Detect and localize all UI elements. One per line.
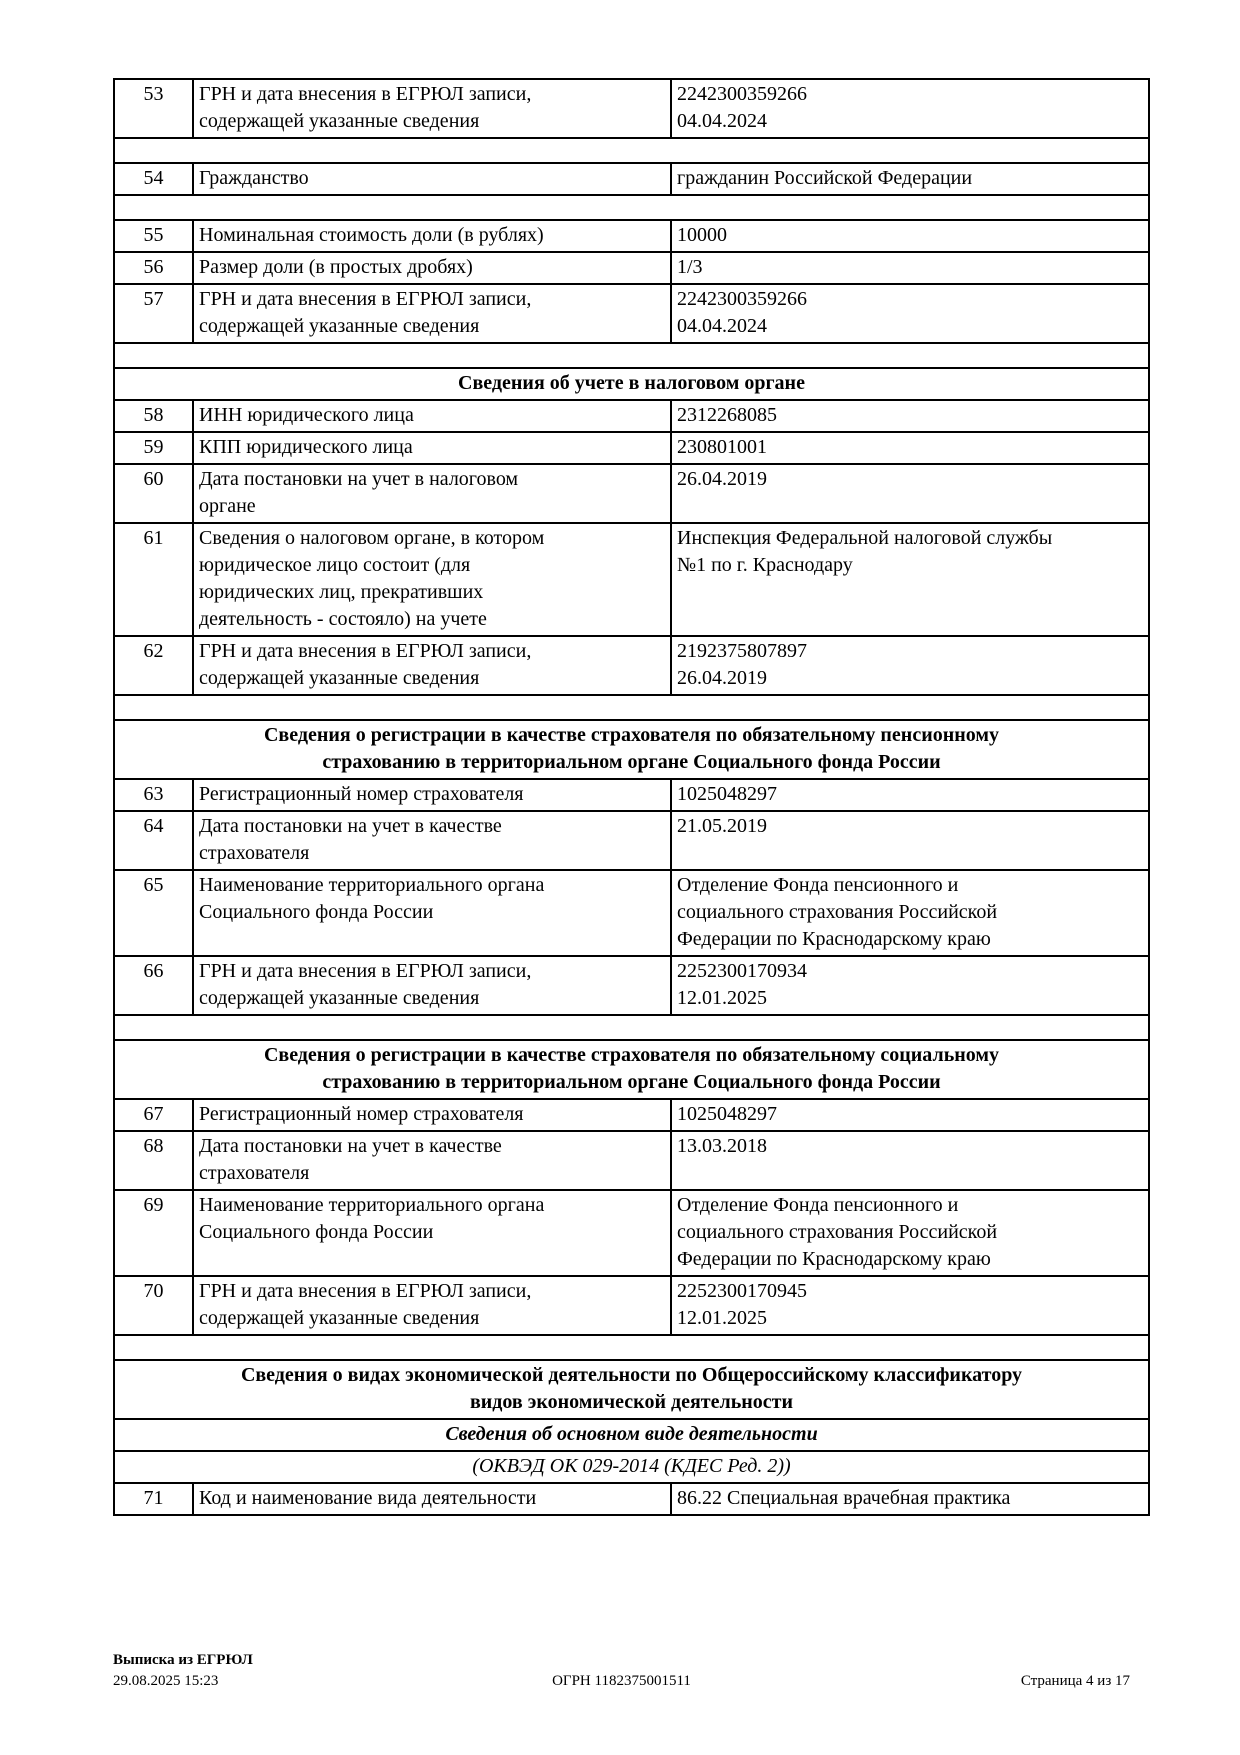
row-label: Дата постановки на учет в налоговом органе [193,464,671,523]
section-header: Сведения о регистрации в качестве страхователя по обязательному пенсионному страхованию в территориальном органе Социального фонда России [114,720,1149,779]
table-row [114,220,1149,252]
row-value: 2242300359266 04.04.2024 [671,79,1149,138]
table-row [114,956,1149,1015]
row-value: 2312268085 [671,400,1149,432]
row-value: 13.03.2018 [671,1131,1149,1190]
row-number: 63 [114,779,193,811]
table-row [114,432,1149,464]
row-number: 67 [114,1099,193,1131]
table-row [114,79,1149,138]
section-header-row [114,1419,1149,1451]
section-header-row [114,1040,1149,1099]
row-label: ГРН и дата внесения в ЕГРЮЛ записи, содержащей указанные сведения [193,1276,671,1335]
spacer-cell [114,343,1149,368]
footer [113,1650,1130,1692]
table-row [114,870,1149,956]
row-number: 66 [114,956,193,1015]
spacer-cell [114,138,1149,163]
spacer-cell [114,195,1149,220]
row-number: 54 [114,163,193,195]
row-number: 59 [114,432,193,464]
row-label: КПП юридического лица [193,432,671,464]
row-value: 2192375807897 26.04.2019 [671,636,1149,695]
spacer-cell [114,1015,1149,1040]
row-value: 230801001 [671,432,1149,464]
section-header-row [114,1360,1149,1419]
table-row [114,1099,1149,1131]
section-header-row [114,1451,1149,1483]
row-value: 26.04.2019 [671,464,1149,523]
spacer-row [114,1015,1149,1040]
table-row [114,1276,1149,1335]
row-number: 64 [114,811,193,870]
section-header: (ОКВЭД ОК 029-2014 (КДЕС Ред. 2)) [114,1451,1149,1483]
row-number: 71 [114,1483,193,1515]
row-value: 2252300170945 12.01.2025 [671,1276,1149,1335]
section-header-row [114,720,1149,779]
row-number: 65 [114,870,193,956]
spacer-row [114,695,1149,720]
row-value: 86.22 Специальная врачебная практика [671,1483,1149,1515]
row-number: 70 [114,1276,193,1335]
row-value: 2252300170934 12.01.2025 [671,956,1149,1015]
row-number: 69 [114,1190,193,1276]
table-row [114,523,1149,636]
row-value: Отделение Фонда пенсионного и социального страхования Российской Федерации по Краснодарскому краю [671,1190,1149,1276]
spacer-row [114,138,1149,163]
row-value: Инспекция Федеральной налоговой службы №1 по г. Краснодару [671,523,1149,636]
spacer-cell [114,1335,1149,1360]
section-header: Сведения о регистрации в качестве страхователя по обязательному социальному страхованию в территориальном органе Социального фонда России [114,1040,1149,1099]
row-label: Размер доли (в простых дробях) [193,252,671,284]
row-number: 58 [114,400,193,432]
row-label: ГРН и дата внесения в ЕГРЮЛ записи, содержащей указанные сведения [193,284,671,343]
row-number: 60 [114,464,193,523]
spacer-row [114,195,1149,220]
table-row [114,400,1149,432]
table-row [114,1131,1149,1190]
row-value: гражданин Российской Федерации [671,163,1149,195]
row-number: 56 [114,252,193,284]
spacer-row [114,343,1149,368]
footer-page-number: Страница 4 из 17 [1020,1673,1130,1689]
row-number: 53 [114,79,193,138]
row-label: Код и наименование вида деятельности [193,1483,671,1515]
row-label: Наименование территориального органа Социального фонда России [193,870,671,956]
table-row [114,1190,1149,1276]
row-number: 61 [114,523,193,636]
row-number: 55 [114,220,193,252]
row-label: Дата постановки на учет в качестве страхователя [193,811,671,870]
table-row [114,779,1149,811]
section-header: Сведения об основном виде деятельности [114,1419,1149,1451]
table-row [114,284,1149,343]
row-number: 62 [114,636,193,695]
table-row [114,636,1149,695]
table-row [114,163,1149,195]
egrul-extract-table [113,78,1150,1516]
row-label: Гражданство [193,163,671,195]
row-label: ГРН и дата внесения в ЕГРЮЛ записи, содержащей указанные сведения [193,636,671,695]
spacer-cell [114,695,1149,720]
row-label: Дата постановки на учет в качестве страхователя [193,1131,671,1190]
row-number: 68 [114,1131,193,1190]
row-label: Наименование территориального органа Социального фонда России [193,1190,671,1276]
row-label: ГРН и дата внесения в ЕГРЮЛ записи, содержащей указанные сведения [193,956,671,1015]
footer-ogrn: ОГРН 1182375001511 [552,1673,691,1689]
table-row [114,811,1149,870]
row-value: 1/3 [671,252,1149,284]
row-number: 57 [114,284,193,343]
row-value: 21.05.2019 [671,811,1149,870]
row-value: 2242300359266 04.04.2024 [671,284,1149,343]
footer-timestamp: 29.08.2025 15:23 [113,1673,219,1689]
footer-doc-title: Выписка из ЕГРЮЛ [113,1652,253,1668]
spacer-row [114,1335,1149,1360]
row-label: ГРН и дата внесения в ЕГРЮЛ записи, содержащей указанные сведения [193,79,671,138]
row-label: ИНН юридического лица [193,400,671,432]
table-row [114,252,1149,284]
footer-left [113,1650,452,1692]
row-value: 10000 [671,220,1149,252]
table-row [114,1483,1149,1515]
section-header-row [114,368,1149,400]
row-label: Номинальная стоимость доли (в рублях) [193,220,671,252]
row-value: 1025048297 [671,1099,1149,1131]
section-header: Сведения о видах экономической деятельности по Общероссийскому классификатору видов экономической деятельности [114,1360,1149,1419]
row-label: Регистрационный номер страхователя [193,1099,671,1131]
row-value: 1025048297 [671,779,1149,811]
table-row [114,464,1149,523]
row-label: Регистрационный номер страхователя [193,779,671,811]
row-value: Отделение Фонда пенсионного и социального страхования Российской Федерации по Краснодарскому краю [671,870,1149,956]
row-label: Сведения о налоговом органе, в котором юридическое лицо состоит (для юридических лиц, прекративших деятельность - состояло) на учете [193,523,671,636]
section-header: Сведения об учете в налоговом органе [114,368,1149,400]
